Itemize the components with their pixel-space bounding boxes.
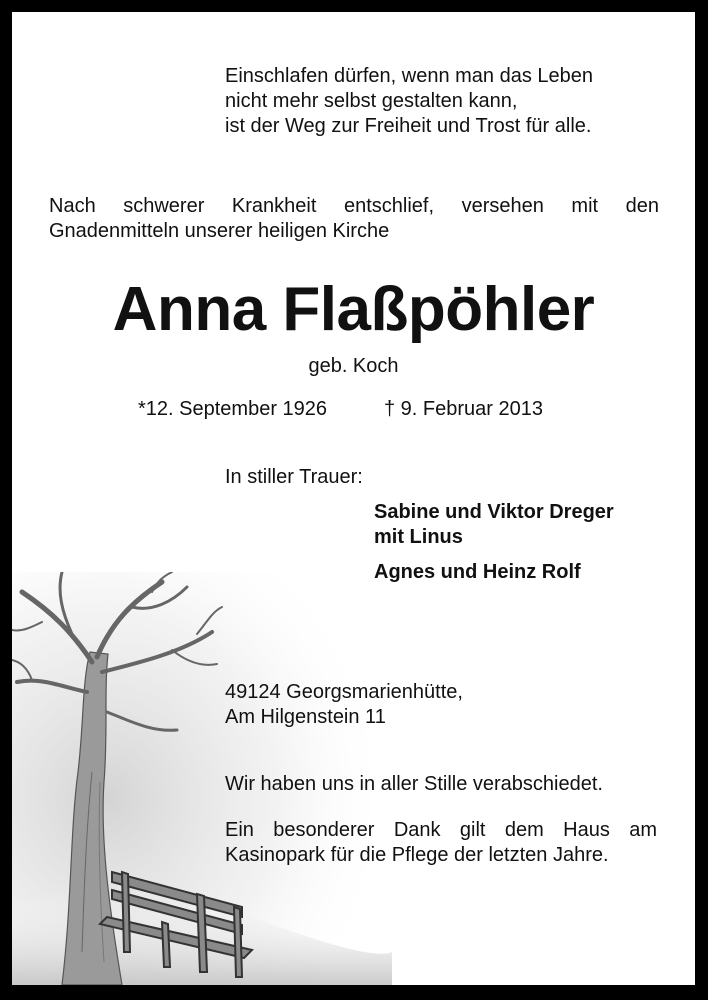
death-date: † 9. Februar 2013 bbox=[384, 398, 543, 420]
mourner-entry: Agnes und Heinz Rolf bbox=[374, 561, 581, 583]
poem-line: ist der Weg zur Freiheit und Trost für alle. bbox=[225, 115, 592, 137]
intro-line-1: Nach schwerer Krankheit entschlief, versehen mit den bbox=[49, 195, 659, 217]
address-line-2: Am Hilgenstein 11 bbox=[225, 706, 386, 728]
poem-line: nicht mehr selbst gestalten kann, bbox=[225, 90, 518, 112]
birth-date: *12. September 1926 bbox=[138, 398, 328, 420]
address bbox=[225, 680, 463, 730]
mourners-list bbox=[374, 500, 614, 595]
mourning-label: In stiller Trauer: bbox=[225, 466, 363, 488]
thanks-note: Ein besonderer Dank gilt dem Haus am Kasinopark für die Pflege der letzten Jahre. bbox=[225, 819, 657, 866]
address-line-1: 49124 Georgsmarienhütte, bbox=[225, 681, 463, 703]
poem bbox=[225, 64, 675, 139]
poem-line: Einschlafen dürfen, wenn man das Leben bbox=[225, 65, 594, 87]
obituary-card bbox=[12, 12, 695, 985]
deceased-name: Anna Flaßpöhler bbox=[112, 275, 595, 344]
farewell-note: Wir haben uns in aller Stille verabschiedet. bbox=[225, 773, 603, 795]
intro-line-2: Gnadenmitteln unserer heiligen Kirche bbox=[49, 220, 390, 242]
maiden-name: geb. Koch bbox=[308, 355, 399, 377]
mourner-entry: Sabine und Viktor Dreger mit Linus bbox=[374, 501, 614, 548]
